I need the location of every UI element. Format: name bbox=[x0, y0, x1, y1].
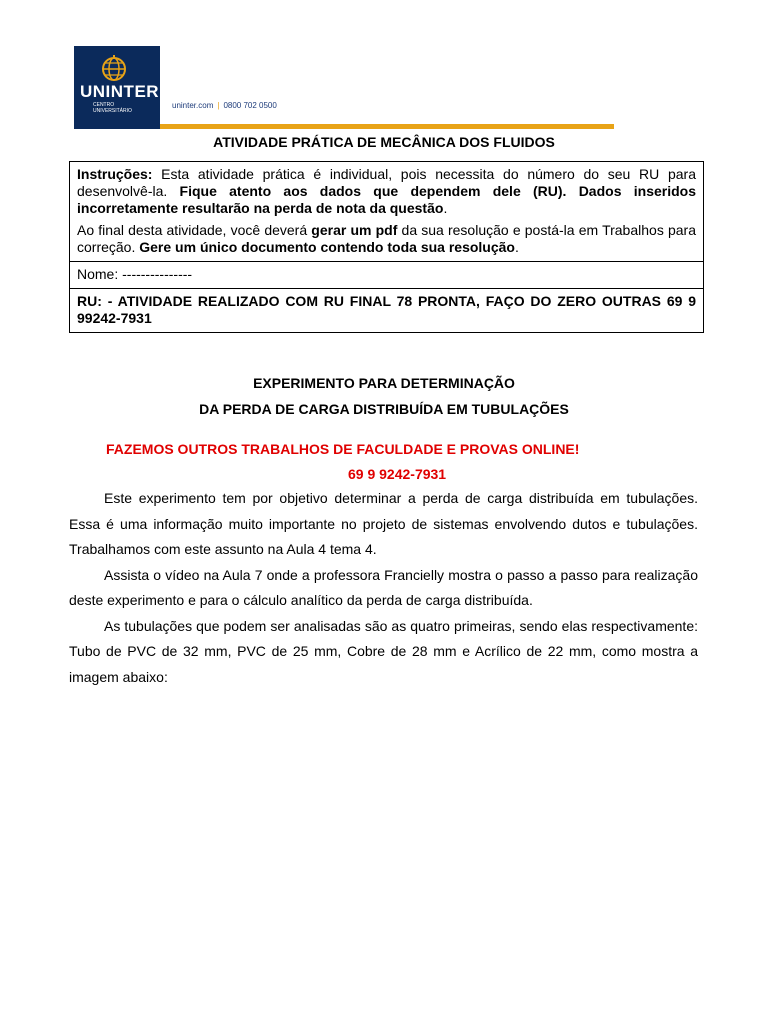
instructions-table bbox=[69, 161, 704, 333]
website-text: uninter.com bbox=[172, 101, 214, 110]
instructions-paragraph-1: Instruções: Esta atividade prática é individual, pois necessita do número do seu RU para desenvolvê-la. Fique atento aos dados que dependem dele (RU). Dados inseridos incorretamente resultarão na perda de nota da questão. bbox=[77, 166, 696, 216]
promo-text: FAZEMOS OUTROS TRABALHOS DE FACULDADE E PROVAS ONLINE! bbox=[106, 441, 580, 457]
logo-brand-text: UNINTER bbox=[80, 82, 160, 101]
section-title-line-1: EXPERIMENTO PARA DETERMINAÇÃO bbox=[253, 375, 515, 391]
phone-text: 0800 702 0500 bbox=[223, 101, 277, 110]
paragraph: Assista o vídeo na Aula 7 onde a professora Francielly mostra o passo a passo para realização deste experimento e para o cálculo analítico da perda de carga distribuída. bbox=[69, 566, 698, 608]
paragraph: As tubulações que podem ser analisadas são as quatro primeiras, sendo elas respectivamente: Tubo de PVC de 32 mm, PVC de 25 mm, Cobre de 28 mm e Acrílico de 22 mm, como mostra a imagem abaixo: bbox=[69, 617, 698, 685]
body-text bbox=[69, 486, 698, 690]
name-field: Nome: --------------- bbox=[70, 262, 704, 289]
instructions-paragraph-2: Ao final desta atividade, você deverá gerar um pdf da sua resolução e postá-la em Trabalhos para correção. Gere um único documento contendo toda sua resolução. bbox=[77, 222, 696, 255]
ru-field: RU: - ATIVIDADE REALIZADO COM RU FINAL 78 PRONTA, FAÇO DO ZERO OUTRAS 69 9 99242-7931 bbox=[70, 289, 704, 333]
promo-phone: 69 9 9242-7931 bbox=[348, 466, 447, 482]
logo-subtitle: CENTRO UNIVERSITÁRIO bbox=[93, 102, 132, 114]
globe-icon bbox=[92, 54, 136, 82]
section-title-line-2: DA PERDA DE CARGA DISTRIBUÍDA EM TUBULAÇÕES bbox=[199, 401, 569, 417]
uninter-logo bbox=[74, 46, 160, 129]
page-header bbox=[74, 46, 614, 131]
document-title: ATIVIDADE PRÁTICA DE MECÂNICA DOS FLUIDOS bbox=[213, 134, 555, 150]
header-divider bbox=[160, 124, 614, 129]
header-contact: uninter.com | 0800 702 0500 bbox=[172, 101, 277, 110]
paragraph: Este experimento tem por objetivo determinar a perda de carga distribuída em tubulações. Essa é uma informação muito importante no projeto de sistemas envolvendo dutos e tubulações. Trabalhamos com este assunto na Aula 4 tema 4. bbox=[69, 490, 698, 557]
instructions-cell bbox=[70, 162, 704, 262]
